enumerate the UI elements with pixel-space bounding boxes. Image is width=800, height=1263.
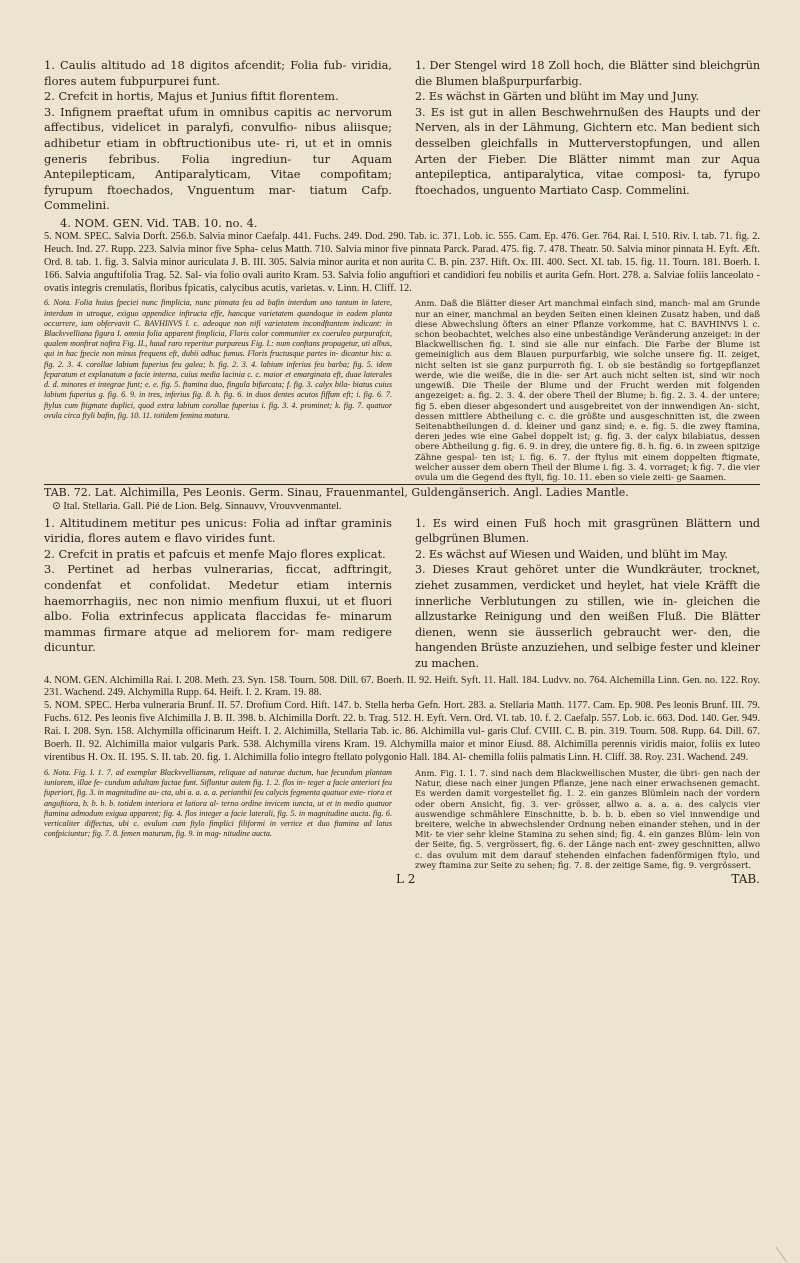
intro-section bbox=[44, 58, 760, 214]
page-footer bbox=[44, 872, 760, 886]
german-72-item-2: 2. Es wächst auf Wiesen und Waiden, und blüht im May. bbox=[415, 547, 728, 561]
notes-section-71 bbox=[44, 298, 760, 482]
german-note-72: Anm. Fig. I. 1. 7. sind nach dem Blackwellischen Muster, die übri- gen nach der Natur, diese nach einer jungen Pflanze, jene nach einer erwachsenen gemacht. Es werden damit vorgestellet fig. 1. 2. ein ganzes Blümlein nach der vordern oder obern Ansicht, fig. 3. ver- grösser, allwo a. a. a. a. des calycis vier auswendige schmählere Einschnitte, b. b. b. b. eben so viel innwendige und breitere, welche in abwechslender Ordnung neben einander stehen, und in der Mit- te vier sehr kleine Stamina zu sehen sind; fig. 4. ein ganzes Blüm- lein von der Seite, fig. 5. vergrössert, fig. 6. der Länge nach ent- zwey geschnitten, allwo c. das ovulum mit dem darauf stehenden einfachen fadenförmigen ftylo, und zwey ftamina zur Seite zu sehen; fig. 7. 8. der zeitige Same, fig. 9. vergrössert. bbox=[415, 767, 760, 870]
latin-item-2: 2. Crefcit in hortis, Majus et Junius fiftit florentem. bbox=[44, 89, 339, 104]
tab72-subheading: ⊙ Ital. Stellaria. Gall. Pié de Lion. Belg. Sinnauvv, Vrouvvenmantel. bbox=[52, 501, 342, 513]
tab72-section bbox=[44, 516, 760, 672]
german-note-71: Anm. Daß die Blätter dieser Art manchmal einfach sind, manch- mal am Grunde nur an einer, manchmal an beyden Seiten einen kleinen Zusatz haben, und daß diese Abwechslung öfters an einer Pflanze vorkomme, hat C. BAVHINVS l. c. schon beobachtet, welches also eine unbeständige Veränderung anzeiget: in der Blackwellischen fig. I. sind sie alle nur einfach. Die Farbe der Blume ist gemeiniglich aus dem Blauen purpurfarbig, wie solche unsere fig. II. zeiget, nicht selten ist sie ganz purpurroth fig. I. ob sie beständig so fortgepflanzet werde, wie die weiße, die in die- ser Art auch nicht selten ist, sind wir noch ungewiß. Die Theile der Blume und der Frucht werden mit folgenden angezeiget: a. fig. 2. 3. 4. der obere Theil der Blume; b. fig. 2. 3. 4. der untere; fig 5. eben dieser abgesondert und ausgebreitet von der innwendigen An- sicht, dessen mittlere Abtheilung c. c. die größte und ausgeschnitten ist, die zween Seitenabtheilungen d. d. kleiner und ganz sind; e. e. fig. 5. die zwey ftamina, deren jedes wie eine Gabel doppelt ist; g. fig. 3. der calyx bilabiatus, dessen obere Abtheilung g. fig. 6. 9. in drey, die untere fig. 8. h. fig. 6. in zween spitzige Zähne gespal- ten ist; i. fig. 6. 7. der ftylus mit einem doppelten ftigmate, welcher ausser dem obern Theil der Blume i. fig. 3. 4. vorraget; k fig. 7. die vier ovula um die Gegend des ftyli, fig. 10. 11. eben so viele zeiti- ge Saamen. bbox=[415, 298, 760, 482]
section-divider bbox=[44, 484, 760, 485]
german-item-3: 3. Es ist gut in allen Beschwehrnußen des Haupts und der Nerven, als in der Lähmung, Gichtern etc. Man bedient sich desselben gleichfalls in Mutterverstopfungen, und allen Arten der Fieber. Die Blätter nimmt man zur Aqua antepileptica, antiparalytica, vitae composi- ta, fyrupo ftoechados, unguento Martiato Casp. Commelini. bbox=[415, 105, 760, 197]
nom-gen-heading: 4. NOM. GEN. Vid. TAB. 10. no. 4. bbox=[60, 215, 258, 230]
page-fold-mark bbox=[776, 1236, 800, 1262]
signature-mark: L 2 bbox=[396, 871, 416, 886]
latin-item-3: 3. Infignem praeftat ufum in omnibus capitis ac nervorum affectibus, videlicet in paralyfi, convulfio- nibus aliisque; adhibetur etiam in obftructionibus ute- ri, ut et in omnis generis febribus. Folia ingrediun- tur Aquam Antepilepticam, Antiparalyticam, Vitae compofitam; fyrupum ftoechados, Vnguentum mar- tiatum Cafp. Commelini. bbox=[44, 104, 392, 213]
latin-72-item-3: 3. Pertinet ad herbas vulnerarias, ficcat, adftringit, condenfat et confolidat. Medetur etiam internis haemorrhagiis, nec non nimio menfium fluxui, ut et fluori albo. Folia extrinfecus applicata flaccidas fe- minarum mammas firmare atque ad meliorem for- mam redigere dicuntur. bbox=[44, 562, 392, 655]
latin-note-72: 6. Nota. Fig. I. 1. 7. ad exemplar Blackvvellianum, reliquae ad naturae ductum, hae fecundum plantam iuniorem, illae fe- cundum adultam factae funt. Sifluntur autem fig. 1. 2. flos in- teger a facie anteriori feu fuperiori, fig. 3. in magnitudine au- cta, ubi a. a. a. a. perianthii feu calycis fegmenta quatuor exte- riora et anguftiora, b. b. b. b. totidem interiora et latiora al- terno ordine invicem iuncta, ut et in medio quatuor ftamina admodum exigua apparent; fig. 4. flos integer a facie laterali, fig. 5. in magnitudine aucta. fig. 6. verticaliter diffectus, ubi c. ovulum cum ftylo fimplici filiformi in vertice et duo ftamina ad latus confpiciuntur; fig. 7. 8. femen maturum, fig. 9. in mag- nitudine aucta. bbox=[44, 767, 392, 839]
german-72-item-3: 3. Dieses Kraut gehöret unter die Wundkräuter, trocknet, ziehet zusammen, verdicket und heylet, hat viele Kräfft die innerliche Verblutungen zu stillen, wie in- gleichen die allzustarke Reinigung und den weißen Fluß. Die Blätter dienen, wenn sie äusserlich gebraucht wer- den, die hangenden Brüste anzuziehen, und selbige fester und kleiner zu machen. bbox=[415, 563, 760, 670]
latin-column bbox=[44, 58, 392, 214]
tab72-heading: TAB. 72. Lat. Alchimilla, Pes Leonis. Germ. Sinau, Frauenmantel, Guldengänserich. Angl. Ladies Mantle. bbox=[44, 486, 629, 500]
german-item-1: 1. Der Stengel wird 18 Zoll hoch, die Blätter sind bleichgrün die Blumen blaßpurpurfarbig. bbox=[415, 59, 760, 88]
nom-spec-paragraph: 5. NOM. SPEC. Salvia Dorft. 256.b. Salvia minor Caefalp. 441. Fuchs. 249. Dod. 290. Tab. ic. 371. Lob. ic. 555. Cam. Ep. 476. Ger. 764. Rai. I. 510. Riv. I. tab. 71. fig. 2. Heuch. Ind. 27. Rupp. 223. Salvia minor five Spha- celus Matth. 710. Salvia minor five pinnata Parck. Parad. 475. fig. 7. 478. Theatr. 50. Salvia minor pinnata H. Eyft. Æft. Ord. 8. tab. 1. fig. 3. Salvia minor auriculata J. B. III. 305. Salvia minor aurita et non aurita C. B. pin. 237. Hift. Ox. III. 400. Sect. XI. tab. 15. fig. 11. Tourn. 181. Boerh. I. 166. Salvia anguftifolia Trag. 52. Sal- via folio ovali aurito Kram. 53. Salvia folio anguftiori et candidiori feu nobilis et aurita Gefn. Hort. 278. a. Salviae foliis lanceolato - ovatis integris crenulatis, floribus fpicatis, calycibus acutis, varietas. v. Linn. H. Cliff. 12. bbox=[44, 230, 760, 294]
german-72-item-1: 1. Es wird einen Fuß hoch mit grasgrünen Blättern und gelbgrünen Blumen. bbox=[415, 516, 760, 546]
latin-item-1: 1. Caulis altitudo ad 18 digitos afcendit; Folia fub- viridia, flores autem fubpurpurei funt. bbox=[44, 58, 392, 88]
tab72-nom-spec: 5. NOM. SPEC. Herba vulneraria Brunf. II. 57. Drofium Cord. Hift. 147. b. Stella herba Gefn. Hort. 283. a. Stellaria Matth. 1177. Cam. Ep. 908. Pes leonis Brunf. III. 79. Fuchs. 612. Pes leonis five Alchimilla J. B. II. 398. b. Alchimilla Dorft. 22. b. Trag. 512. H. Eyft. Vern. Ord. VI. tab. 10. f. 2. Caefalp. 557. Lob. ic. 663. Dod. 140. Ger. 949. Rai. I. 208. Syn. 158. Alchymilla officinarum Heift. I. 2. Alchimilla, Stellaria Tab. ic. 86. Alchimilla vul- garis Cluf. CVIII. C. B. pin. 319. Tourn. 508. Rupp. 64. Dill. 67. Boerh. II. 92. Alchimilla maior vulgaris Park. 538. Alchymilla virens Kram. 19. Alchymilla maior et minor Eiusd. 88. Alchimilla perennis viridis maior, foliis ex luteo virentibus H. Ox. II. 195. S. II. tab. 20. fig. 1. Alchimilla folio integro ftellato polygonio Hall. 184. Al- chemilla foliis palmatis Linn. H. Cliff. 38. Roy. 231. Wachend. 249. bbox=[44, 700, 760, 763]
notes-section-72 bbox=[44, 768, 760, 870]
tab72-nom-gen: 4. NOM. GEN. Alchimilla Rai. I. 208. Meth. 23. Syn. 158. Tourn. 508. Dill. 67. Boerh. II. 92. Heift. Syft. 11. Hall. 184. Ludvv. no. 764. Alchemilla Linn. Gen. no. 122. Roy. 231. Wachend. 249. Alchymilla Rupp. 64. Heift. I. 2. Kram. 19. 88. bbox=[44, 674, 760, 699]
latin-note-71: 6. Nota. Folia huius fpeciei nunc fimplicia, nunc pinnata feu ad bafin interdum uno tantum in latere, interdum in utroque, exiguo appendice inftructa effe, hancque varietatem quandoque in eadem planta occurrere, iam obfervavit C. BAVHINVS l. c. adeoque non nifi varietatem incondftantem indicant: in Blackvvelliana figura I. omnia folia apparent fimplicia, Floris color communiter ex coeruleo purpurafcit, qualem monftrat noftra Fig. II., haud raro reperitur purpureus Fig. I.: num conftans propagetur, uti albus, qui in hac fpecie non minus frequens eft, dubii adhuc fumus. Floris fructusque partes in- dicantur his: a. fig. 2. 3. 4. corollae labium fuperius feu galea; b. fig. 2. 3. 4. labium inferius feu barba; fig. 5. idem feparatum et explanatum a facie interna, cuius media lacinia c. c. maior et emarginata eft, duae laterales d. d. minores et integrae funt; e. e. fig. 5. ftamina duo, fingula bifurcata; f. fig. 3. calyx bila- biatus cuius labium fuperius g. fig. 6. 9. in tres, inferius fig. 8. h. fig. 6. in duos dentes acutos fiffum eft; i. fig. 6. 7. ftylus cum ftigmate duplici, quod extra labium corollae fuperius i. fig. 3. 4. prominet; k. fig. 7. quatuor ovula circa ftyli bafin, fig. 10. 11. totidem femina matura. bbox=[44, 298, 392, 420]
german-item-2: 2. Es wächst in Gärten und blüht im May und Juny. bbox=[415, 90, 699, 104]
catchword: TAB. bbox=[731, 871, 760, 886]
german-column bbox=[415, 58, 760, 214]
latin-72-item-1: 1. Altitudinem metitur pes unicus: Folia ad inftar graminis viridia, flores autem e flavo virides funt. bbox=[44, 515, 392, 546]
latin-72-item-2: 2. Crefcit in pratis et pafcuis et menfe Majo flores explicat. bbox=[44, 546, 386, 561]
